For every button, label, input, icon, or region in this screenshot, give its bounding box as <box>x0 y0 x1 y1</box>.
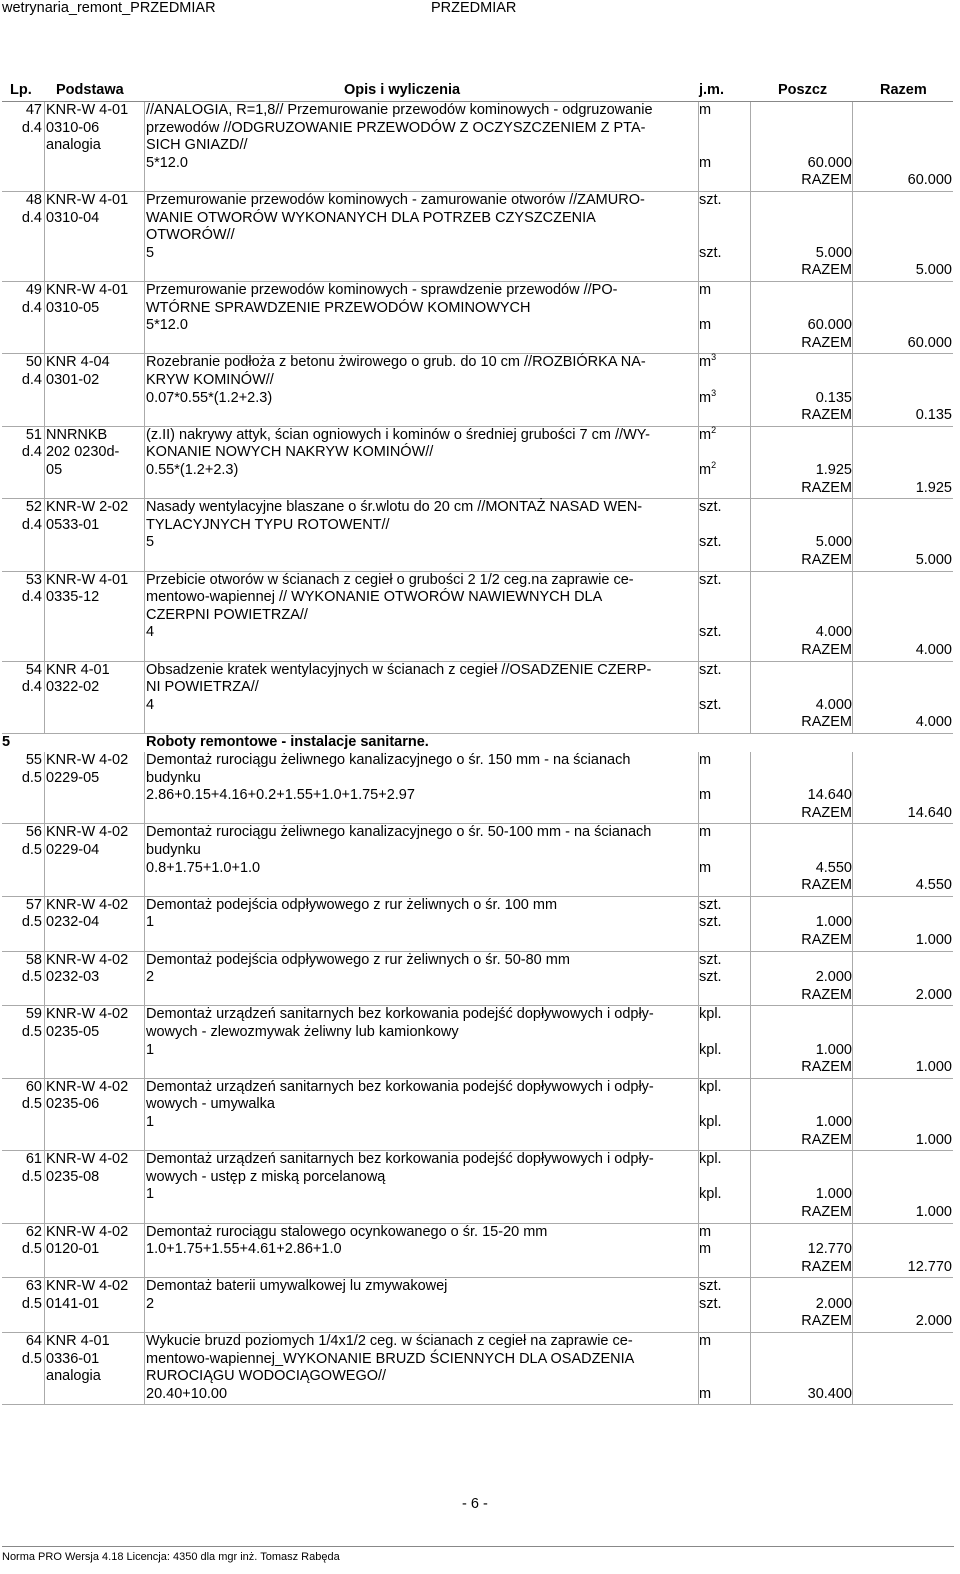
column-divider <box>852 897 853 951</box>
column-divider <box>750 572 751 661</box>
item-unit: szt. <box>699 571 722 588</box>
table-row <box>2 824 953 896</box>
column-divider <box>44 897 45 951</box>
razem-value: 1.925 <box>915 479 952 496</box>
column-divider <box>852 1278 853 1332</box>
table-row <box>2 1079 953 1151</box>
item-number: 60 d.5 <box>21 1078 42 1113</box>
item-description: Demontaż urządzeń sanitarnych bez korkowania podejść dopływowych i odpły- wowych - umywalka <box>146 1078 654 1113</box>
column-divider <box>852 572 853 661</box>
razem-value: 5.000 <box>915 551 952 568</box>
col-lp: Lp. <box>10 82 32 98</box>
column-divider <box>698 1278 699 1332</box>
item-quantity: 12.770 <box>807 1241 852 1258</box>
calc-unit: m <box>699 787 712 804</box>
col-poszcz: Poszcz <box>778 82 828 98</box>
razem-value: 1.000 <box>915 1131 952 1148</box>
razem-label: RAZEM <box>801 172 852 189</box>
column-divider <box>698 824 699 895</box>
column-divider <box>698 499 699 570</box>
calc-unit: kpl. <box>699 1041 722 1058</box>
col-opis: Opis i wyliczenia <box>344 82 461 98</box>
item-quantity: 14.640 <box>807 787 852 804</box>
razem-label: RAZEM <box>801 551 852 568</box>
table-row <box>2 102 953 192</box>
column-divider <box>144 952 145 1006</box>
column-divider <box>852 499 853 570</box>
calc-unit: kpl. <box>699 1113 722 1130</box>
column-divider <box>750 1151 751 1222</box>
column-divider <box>144 102 145 191</box>
column-divider <box>852 662 853 733</box>
item-description: Wykucie bruzd poziomych 1/4x1/2 ceg. w ścianach z cegieł na zaprawie ce- mentowo-wapiennej_WYKONANIE BRUZD ŚCIENNYCH DLA OSADZENIA RUROCIĄGU WODOCIĄGOWEGO// <box>146 1333 635 1385</box>
column-divider <box>44 102 45 191</box>
item-number: 58 d.5 <box>21 951 42 986</box>
column-divider <box>852 1224 853 1278</box>
item-description: Demontaż podejścia odpływowego z rur żeliwnych o śr. 100 mm <box>146 896 558 913</box>
column-divider <box>750 192 751 281</box>
item-quantity: 30.400 <box>807 1385 852 1402</box>
item-quantity: 2.000 <box>815 969 852 986</box>
item-basis: KNR 4-01 0322-02 <box>46 661 110 696</box>
column-divider <box>852 1006 853 1077</box>
item-calculation: 5 <box>146 534 155 551</box>
column-divider <box>144 662 145 733</box>
item-calculation: 1.0+1.75+1.55+4.61+2.86+1.0 <box>146 1241 342 1258</box>
column-divider <box>750 282 751 353</box>
item-description: Demontaż baterii umywalkowej lu zmywakowej <box>146 1278 448 1295</box>
razem-label: RAZEM <box>801 479 852 496</box>
column-divider <box>44 282 45 353</box>
column-divider <box>44 427 45 498</box>
calc-unit: m <box>699 317 712 334</box>
item-calculation: 1 <box>146 1113 155 1130</box>
razem-label: RAZEM <box>801 407 852 424</box>
item-number: 51 d.4 <box>21 426 42 461</box>
item-quantity: 1.000 <box>815 1113 852 1130</box>
table-row <box>2 354 953 426</box>
item-basis: KNR-W 2-02 0533-01 <box>46 499 129 533</box>
column-divider <box>44 952 45 1006</box>
column-divider <box>44 354 45 425</box>
item-quantity: 4.000 <box>815 624 852 641</box>
document-title: wetrynaria_remont_PRZEDMIAR <box>2 0 216 16</box>
item-unit: $m^3$ <box>699 352 717 371</box>
table-row <box>2 1278 953 1333</box>
calc-unit: $m^2$ <box>699 460 717 478</box>
item-description: Przemurowanie przewodów kominowych - zamurowanie otworów //ZAMURO- WANIE OTWORÓW WYKONANYCH DLA POTRZEB CZYSZCZENIA OTWORÓW// <box>146 192 645 244</box>
column-divider <box>750 1224 751 1278</box>
item-number: 62 d.5 <box>21 1223 42 1258</box>
page-number: - 6 - <box>462 1496 488 1512</box>
column-divider <box>698 1224 699 1278</box>
item-description: Demontaż urządzeń sanitarnych bez korkowania podejść dopływowych i odpły- wowych - zlewozmywak żeliwny lub kamionkowy <box>146 1006 654 1040</box>
item-description: Demontaż rurociągu stalowego ocynkowanego o śr. 15-20 mm <box>146 1223 548 1240</box>
column-divider <box>144 897 145 951</box>
razem-label: RAZEM <box>801 986 852 1003</box>
item-description: Demontaż rurociągu żeliwnego kanalizacyjnego o śr. 50-100 mm - na ścianach budynku <box>146 824 652 858</box>
item-description: Rozebranie podłoża z betonu żwirowego o grub. do 10 cm //ROZBIÓRKA NA- KRYW KOMINÓW// <box>146 354 646 388</box>
item-quantity: 5.000 <box>815 244 852 261</box>
column-divider <box>852 1333 853 1404</box>
column-divider <box>44 662 45 733</box>
item-unit: m <box>699 1333 712 1350</box>
item-description: (z.II) nakrywy attyk, ścian ogniowych i kominów o średniej grubości 7 cm //WY- KONANIE NOWYCH NAKRYW KOMINÓW// <box>146 426 650 461</box>
column-divider <box>852 1079 853 1150</box>
item-quantity: 60.000 <box>807 317 852 334</box>
column-divider <box>144 1151 145 1222</box>
footer-divider <box>2 1546 954 1547</box>
column-divider <box>144 1333 145 1404</box>
item-basis: NNRNKB 202 0230d- 05 <box>46 426 120 478</box>
calc-unit: m <box>699 154 712 171</box>
col-razem: Razem <box>880 82 927 98</box>
item-calculation: 2 <box>146 969 155 986</box>
calc-unit: szt. <box>699 534 722 551</box>
item-number: 57 d.5 <box>21 896 42 931</box>
item-calculation: 0.55*(1.2+2.3) <box>146 461 239 478</box>
column-divider <box>698 427 699 498</box>
section-number: 5 <box>2 733 11 750</box>
column-divider <box>144 1224 145 1278</box>
item-calculation: 4 <box>146 696 155 713</box>
column-divider <box>698 572 699 661</box>
column-divider <box>44 1278 45 1332</box>
column-divider <box>698 662 699 733</box>
column-divider <box>144 752 145 823</box>
column-divider <box>698 1333 699 1404</box>
razem-label: RAZEM <box>801 641 852 658</box>
razem-label: RAZEM <box>801 1059 852 1076</box>
item-unit: m <box>699 824 712 841</box>
column-divider <box>698 1006 699 1077</box>
razem-label: RAZEM <box>801 334 852 351</box>
column-divider <box>852 952 853 1006</box>
item-number: 63 d.5 <box>21 1278 42 1312</box>
razem-value: 4.550 <box>915 877 952 894</box>
item-number: 64 d.5 <box>21 1333 42 1367</box>
item-description: Nasady wentylacyjne blaszane o śr.wlotu do 20 cm //MONTAŻ NASAD WEN- TYLACYJNYCH TYPU ROTOWENT// <box>146 499 643 533</box>
column-divider <box>750 499 751 570</box>
razem-value: 1.000 <box>915 1059 952 1076</box>
item-calculation: 5*12.0 <box>146 154 188 171</box>
table-header <box>2 81 953 102</box>
calc-unit: kpl. <box>699 1186 722 1203</box>
table-row <box>2 192 953 282</box>
item-number: 61 d.5 <box>21 1151 42 1185</box>
table-row <box>2 897 953 952</box>
column-divider <box>144 354 145 425</box>
item-basis: KNR-W 4-02 0235-08 <box>46 1151 129 1185</box>
item-unit: m <box>699 751 712 768</box>
item-unit: kpl. <box>699 1151 722 1168</box>
razem-label: RAZEM <box>801 262 852 279</box>
item-calculation: 2 <box>146 1295 155 1312</box>
item-unit: szt. <box>699 1278 722 1295</box>
item-calculation: 5*12.0 <box>146 317 188 334</box>
razem-label: RAZEM <box>801 804 852 821</box>
item-quantity: 5.000 <box>815 534 852 551</box>
col-jm: j.m. <box>699 82 724 98</box>
item-unit: m <box>699 1223 712 1240</box>
item-calculation: 0.07*0.55*(1.2+2.3) <box>146 389 273 406</box>
item-unit: kpl. <box>699 1078 722 1095</box>
table-row <box>2 572 953 662</box>
column-divider <box>144 572 145 661</box>
item-number: 50 d.4 <box>21 354 42 388</box>
item-number: 59 d.5 <box>21 1006 42 1040</box>
column-divider <box>144 1278 145 1332</box>
item-calculation: 5 <box>146 244 155 261</box>
item-unit: szt. <box>699 661 722 678</box>
column-divider <box>698 897 699 951</box>
column-divider <box>144 499 145 570</box>
table-row <box>2 752 953 824</box>
calc-unit: szt. <box>699 696 722 713</box>
razem-value: 1.000 <box>915 931 952 948</box>
item-unit: szt. <box>699 896 722 913</box>
item-quantity: 1.925 <box>815 461 852 478</box>
item-calculation: 2.86+0.15+4.16+0.2+1.55+1.0+1.75+2.97 <box>146 787 415 804</box>
item-quantity: 2.000 <box>815 1295 852 1312</box>
column-divider <box>750 1278 751 1332</box>
item-basis: KNR-W 4-02 0235-06 <box>46 1078 129 1113</box>
item-number: 56 d.5 <box>21 824 42 858</box>
table-row <box>2 1224 953 1279</box>
column-divider <box>44 1006 45 1077</box>
item-quantity: 4.550 <box>815 859 852 876</box>
column-divider <box>144 1006 145 1077</box>
table-row <box>2 282 953 354</box>
column-divider <box>144 192 145 281</box>
column-divider <box>852 192 853 281</box>
item-unit: szt. <box>699 499 722 516</box>
razem-value: 0.135 <box>915 407 952 424</box>
column-divider <box>144 824 145 895</box>
item-basis: KNR-W 4-02 0229-04 <box>46 824 129 858</box>
item-basis: KNR-W 4-02 0235-05 <box>46 1006 129 1040</box>
column-divider <box>852 427 853 498</box>
razem-value: 4.000 <box>915 714 952 731</box>
column-divider <box>698 1151 699 1222</box>
column-divider <box>698 1079 699 1150</box>
column-divider <box>698 354 699 425</box>
item-calculation: 1 <box>146 914 155 931</box>
column-divider <box>698 282 699 353</box>
column-divider <box>44 1151 45 1222</box>
razem-label: RAZEM <box>801 714 852 731</box>
item-basis: KNR 4-01 0336-01 analogia <box>46 1333 110 1385</box>
estimate-table <box>2 81 953 1405</box>
item-unit: m <box>699 282 712 298</box>
column-divider <box>750 952 751 1006</box>
item-number: 52 d.4 <box>21 499 42 533</box>
calc-unit: m <box>699 1385 712 1402</box>
item-calculation: 20.40+10.00 <box>146 1385 228 1402</box>
calc-unit: m <box>699 859 712 876</box>
item-description: Demontaż rurociągu żeliwnego kanalizacyjnego o śr. 150 mm - na ścianach budynku <box>146 751 631 786</box>
item-basis: KNR 4-04 0301-02 <box>46 354 110 388</box>
calc-unit: szt. <box>699 914 722 931</box>
item-calculation: 1 <box>146 1186 155 1203</box>
item-number: 54 d.4 <box>21 661 42 696</box>
item-basis: KNR-W 4-01 0335-12 <box>46 571 129 606</box>
column-divider <box>750 752 751 823</box>
column-divider <box>44 752 45 823</box>
razem-value: 60.000 <box>907 334 952 351</box>
item-quantity: 60.000 <box>807 154 852 171</box>
column-divider <box>144 282 145 353</box>
column-divider <box>44 1079 45 1150</box>
column-divider <box>698 192 699 281</box>
item-basis: KNR-W 4-01 0310-04 <box>46 192 129 226</box>
item-unit: m <box>699 102 712 118</box>
item-number: 48 d.4 <box>21 192 42 226</box>
item-description: //ANALOGIA, R=1,8// Przemurowanie przewodów kominowych - odgruzowanie przewodów //ODGRUZOWANIE PRZEWODÓW Z OCZYSZCZENIEM Z PTA- SICH GNIAZD// <box>146 102 653 154</box>
column-divider <box>750 662 751 733</box>
column-divider <box>852 354 853 425</box>
table-row <box>2 1151 953 1223</box>
razem-label: RAZEM <box>801 1131 852 1148</box>
item-unit: szt. <box>699 951 722 968</box>
column-divider <box>852 282 853 353</box>
razem-value: 14.640 <box>907 804 952 821</box>
column-divider <box>44 192 45 281</box>
column-divider <box>44 1224 45 1278</box>
item-quantity: 1.000 <box>815 1041 852 1058</box>
calc-unit: m <box>699 1241 712 1258</box>
item-calculation: 4 <box>146 624 155 641</box>
razem-label: RAZEM <box>801 877 852 894</box>
column-divider <box>144 427 145 498</box>
table-row <box>2 424 953 499</box>
column-divider <box>750 1333 751 1404</box>
item-basis: KNR-W 4-02 0229-05 <box>46 751 129 786</box>
razem-value: 2.000 <box>915 986 952 1003</box>
column-divider <box>144 1079 145 1150</box>
calc-unit: $m^3$ <box>699 387 717 406</box>
item-calculation: 0.8+1.75+1.0+1.0 <box>146 859 261 876</box>
item-description: Obsadzenie kratek wentylacyjnych w ścianach z cegieł //OSADZENIE CZERP- NI POWIETRZA// <box>146 661 652 696</box>
razem-value: 60.000 <box>907 172 952 189</box>
section-title: Roboty remontowe - instalacje sanitarne. <box>146 733 429 750</box>
item-basis: KNR-W 4-02 0232-03 <box>46 951 129 986</box>
item-basis: KNR-W 4-02 0141-01 <box>46 1278 129 1312</box>
calc-unit: szt. <box>699 1295 722 1312</box>
item-description: Demontaż podejścia odpływowego z rur żeliwnych o śr. 50-80 mm <box>146 951 570 968</box>
razem-value: 5.000 <box>915 262 952 279</box>
item-basis: KNR-W 4-01 0310-05 <box>46 282 129 316</box>
calc-unit: szt. <box>699 969 722 986</box>
item-number: 47 d.4 <box>21 102 42 136</box>
item-unit: szt. <box>699 192 722 208</box>
item-quantity: 0.135 <box>815 389 852 406</box>
column-divider <box>852 824 853 895</box>
column-divider <box>750 897 751 951</box>
razem-label: RAZEM <box>801 931 852 948</box>
item-number: 53 d.4 <box>21 571 42 606</box>
table-row <box>2 1333 953 1405</box>
column-divider <box>698 952 699 1006</box>
razem-value: 12.770 <box>907 1258 952 1275</box>
col-podstawa: Podstawa <box>56 82 124 98</box>
column-divider <box>852 752 853 823</box>
item-unit: kpl. <box>699 1006 722 1023</box>
item-quantity: 1.000 <box>815 914 852 931</box>
column-divider <box>750 354 751 425</box>
razem-label: RAZEM <box>801 1258 852 1275</box>
item-description: Przebicie otworów w ścianach z cegieł o grubości 2 1/2 ceg.na zaprawie ce- mentowo-wapiennej // WYKONANIE OTWORÓW NAWIEWNYCH DLA CZERPNI POWIETRZA// <box>146 571 634 623</box>
column-divider <box>750 1006 751 1077</box>
calc-unit: szt. <box>699 244 722 261</box>
table-row <box>2 1006 953 1078</box>
item-unit: $m^2$ <box>699 424 717 443</box>
item-calculation: 1 <box>146 1041 155 1058</box>
column-divider <box>44 1333 45 1404</box>
razem-label: RAZEM <box>801 1313 852 1330</box>
razem-value: 4.000 <box>915 641 952 658</box>
item-description: Demontaż urządzeń sanitarnych bez korkowania podejść dopływowych i odpły- wowych - ustęp z miską porcelanową <box>146 1151 654 1185</box>
item-number: 49 d.4 <box>21 282 42 316</box>
table-row <box>2 499 953 571</box>
section-row <box>2 734 953 752</box>
razem-label: RAZEM <box>801 1203 852 1220</box>
razem-value: 2.000 <box>915 1313 952 1330</box>
column-divider <box>750 1079 751 1150</box>
razem-value: 1.000 <box>915 1203 952 1220</box>
column-divider <box>852 102 853 191</box>
column-divider <box>44 499 45 570</box>
item-basis: KNR-W 4-02 0232-04 <box>46 896 129 931</box>
column-divider <box>698 752 699 823</box>
column-divider <box>698 102 699 191</box>
item-description: Przemurowanie przewodów kominowych - sprawdzenie przewodów //PO- WTÓRNE SPRAWDZENIE PRZEWODÓW KOMINOWYCH <box>146 282 618 316</box>
item-quantity: 4.000 <box>815 696 852 713</box>
column-divider <box>750 102 751 191</box>
footer-note: Norma PRO Wersja 4.18 Licencja: 4350 dla mgr inż. Tomasz Rabęda <box>2 1551 340 1563</box>
table-row <box>2 662 953 734</box>
document-type: PRZEDMIAR <box>431 0 517 16</box>
column-divider <box>750 427 751 498</box>
item-quantity: 1.000 <box>815 1186 852 1203</box>
column-divider <box>44 572 45 661</box>
table-row <box>2 952 953 1007</box>
column-divider <box>44 824 45 895</box>
calc-unit: szt. <box>699 624 722 641</box>
column-divider <box>750 824 751 895</box>
item-number: 55 d.5 <box>21 751 42 786</box>
item-basis: KNR-W 4-02 0120-01 <box>46 1223 129 1258</box>
item-basis: KNR-W 4-01 0310-06 analogia <box>46 102 129 154</box>
column-divider <box>852 1151 853 1222</box>
